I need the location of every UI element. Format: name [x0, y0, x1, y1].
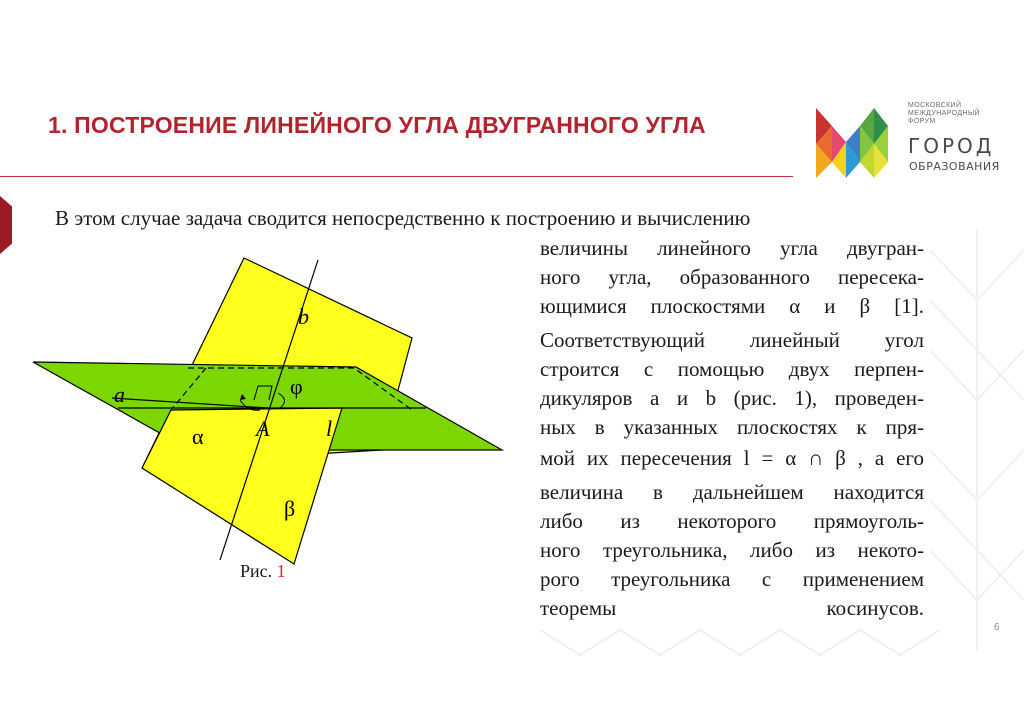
body-line: ющимися плоскостями α и β [1]. — [540, 294, 924, 318]
body-line: либо из некоторого прямоуголь- — [540, 509, 924, 533]
side-tab-marker — [0, 196, 12, 254]
body-line: величина в дальнейшем находится — [540, 480, 924, 504]
figure-caption — [240, 561, 286, 582]
body-line: дикуляров a и b (рис. 1), проведен- — [540, 386, 924, 410]
background-pattern — [930, 230, 1024, 650]
title-divider — [0, 176, 793, 177]
body-line: ных в указанных плоскостях к пря- — [540, 415, 924, 439]
page-number: 6 — [994, 622, 1000, 633]
body-line: рого треугольника с применением — [540, 567, 924, 591]
body-line: Соответствующий линейный угол — [540, 328, 924, 352]
label-beta: β — [284, 496, 296, 521]
plane-beta-front — [142, 408, 342, 564]
slide-title: 1. ПОСТРОЕНИЕ ЛИНЕЙНОГО УГЛА ДВУГРАННОГО УГЛА — [48, 112, 706, 138]
caption-prefix: Рис. — [240, 561, 277, 581]
body-line: величины линейного угла двугран- — [540, 236, 924, 260]
caption-number: 1 — [276, 561, 286, 581]
label-alpha: α — [192, 424, 204, 449]
dihedral-angle-figure — [28, 250, 508, 570]
logo-education-text: ОБРАЗОВАНИЯ — [909, 160, 1000, 173]
body-line: ного угла, образованного пересека- — [540, 265, 924, 289]
label-phi: φ — [290, 374, 303, 399]
body-first-line: В этом случае задача сводится непосредственно к построению и вычислению — [55, 206, 751, 230]
label-b: b — [298, 304, 309, 329]
body-line: ного треугольника, либо из некото- — [540, 538, 924, 562]
label-a: a — [114, 382, 125, 407]
body-line: строится с помощью двух перпен- — [540, 357, 924, 381]
logo-city-text: ГОРОД — [908, 134, 995, 158]
body-line: теоремы косинусов. — [540, 596, 924, 620]
background-pattern-bottom — [540, 620, 940, 660]
label-A: A — [256, 416, 270, 441]
logo-small-text: МОСКОВСКИЙ МЕЖДУНАРОДНЫЙ ФОРУМ — [908, 102, 980, 125]
label-l: l — [326, 416, 333, 441]
body-line: мой их пересечения l = α ∩ β , а его — [540, 446, 924, 470]
